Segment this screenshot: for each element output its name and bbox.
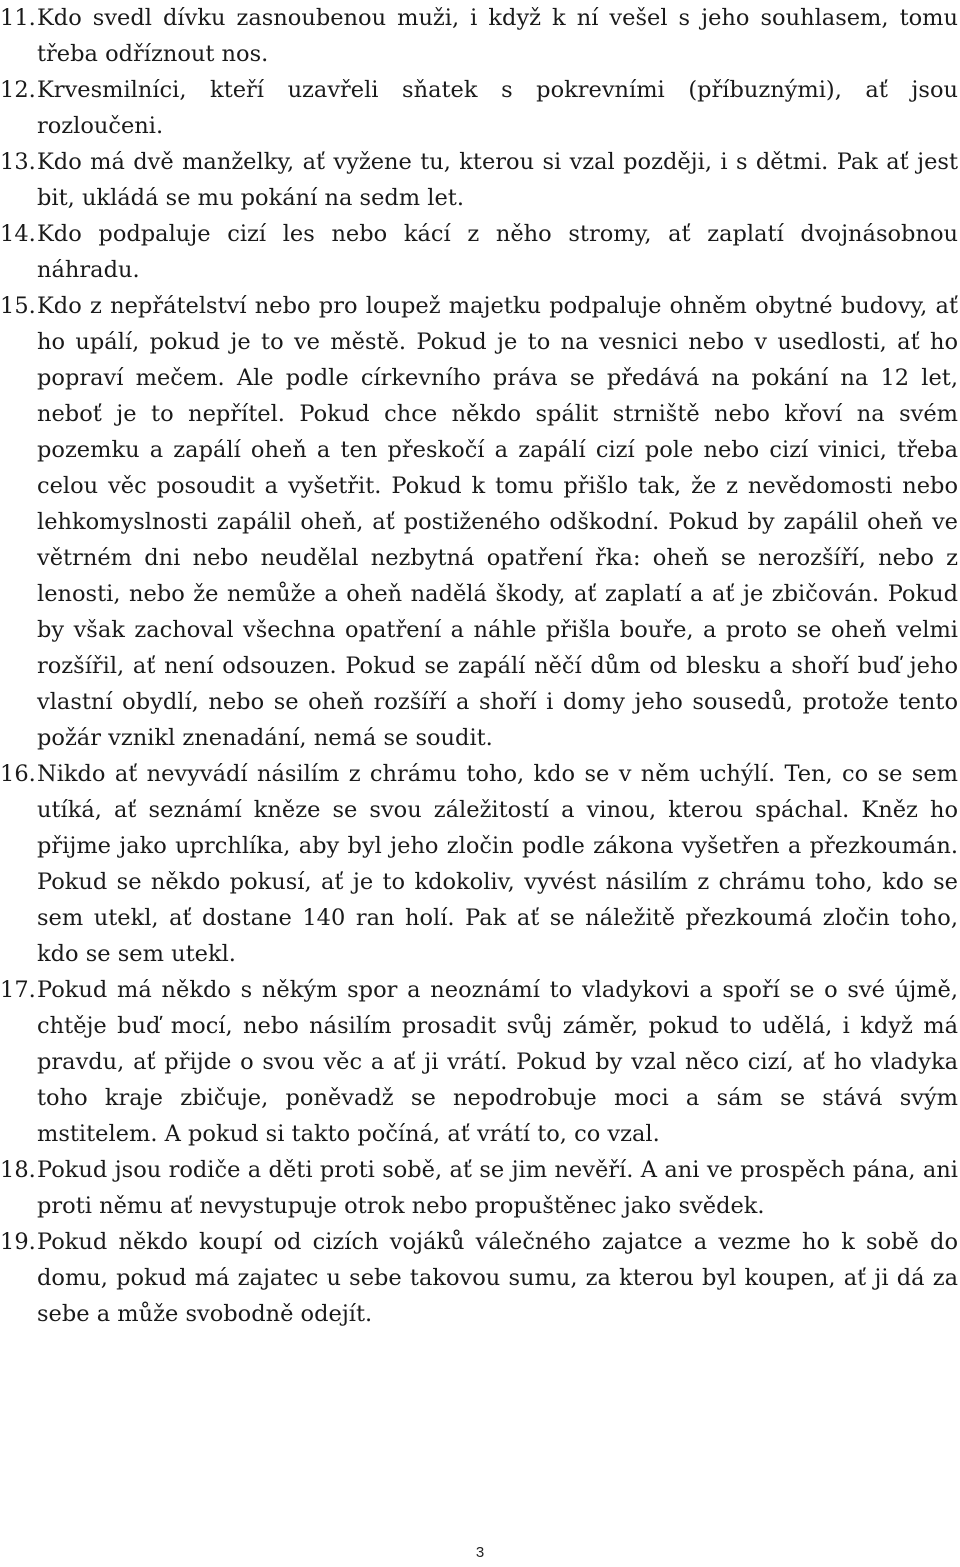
list-item <box>0 216 958 288</box>
item-number: 14. <box>0 221 36 247</box>
item-number: 16. <box>0 761 36 787</box>
page-number: 3 <box>475 1544 485 1561</box>
item-text: Kdo podpaluje cizí les nebo kácí z něho stromy, ať zaplatí dvojnásobnou náhradu. <box>37 221 958 283</box>
item-text: Kdo má dvě manželky, ať vyžene tu, kterou si vzal později, i s dětmi. Pak ať jest bit, ukládá se mu pokání na sedm let. <box>37 149 958 211</box>
item-text: Pokud jsou rodiče a děti proti sobě, ať se jim nevěří. A ani ve prospěch pána, ani proti němu ať nevystupuje otrok nebo propuštěnec jako svědek. <box>37 1157 958 1219</box>
item-text: Nikdo ať nevyvádí násilím z chrámu toho, kdo se v něm uchýlí. Ten, co se sem utíká, ať seznámí kněze se svou záležitostí a vinou, kterou spáchal. Kněz ho přijme jako uprchlíka, aby byl jeho zločin podle zákona vyšetřen a přezkoumán. Pokud se někdo pokusí, ať je to kdokoliv, vyvést násilím z chrámu toho, kdo se sem utekl, ať dostane 140 ran holí. Pak ať se náležitě přezkoumá zločin toho, kdo se sem utekl. <box>37 761 958 967</box>
item-number: 18. <box>0 1157 36 1183</box>
item-text: Krvesmilníci, kteří uzavřeli sňatek s pokrevními (příbuznými), ať jsou rozloučeni. <box>37 77 958 139</box>
item-number: 17. <box>0 977 36 1003</box>
list-item <box>0 972 958 1152</box>
item-number: 13. <box>0 149 36 175</box>
item-number: 12. <box>0 77 36 103</box>
item-text: Pokud někdo koupí od cizích vojáků válečného zajatce a vezme ho k sobě do domu, pokud má zajatec u sebe takovou sumu, za kterou byl koupen, ať ji dá za sebe a může svobodně odejít. <box>37 1229 958 1327</box>
list-item <box>0 756 958 972</box>
list-item <box>0 72 958 144</box>
list-item <box>0 144 958 216</box>
item-number: 15. <box>0 293 36 319</box>
item-number: 19. <box>0 1229 36 1255</box>
list-item <box>0 0 958 72</box>
item-number: 11. <box>0 5 36 31</box>
item-text: Kdo svedl dívku zasnoubenou muži, i když k ní vešel s jeho souhlasem, tomu třeba odříznout nos. <box>37 5 958 67</box>
item-text: Pokud má někdo s někým spor a neoznámí to vladykovi a spoří se o své újmě, chtěje buď mocí, nebo násilím prosadit svůj záměr, pokud to udělá, i když má pravdu, ať přijde o svou věc a ať ji vrátí. Pokud by vzal něco cizí, ať ho vladyka toho kraje zbičuje, poněvadž se nepodrobuje moci a sám se stává svým mstitelem. A pokud si takto počíná, ať vrátí to, co vzal. <box>37 977 958 1147</box>
list-item <box>0 288 958 756</box>
list-item <box>0 1152 958 1224</box>
list-item <box>0 1224 958 1332</box>
item-text: Kdo z nepřátelství nebo pro loupež majetku podpaluje ohněm obytné budovy, ať ho upálí, pokud je to ve městě. Pokud je to na vesnici nebo v usedlosti, ať ho popraví mečem. Ale podle církevního práva se předává na pokání na 12 let, neboť je to nepřítel. Pokud chce někdo spálit strniště nebo křoví na svém pozemku a zapálí oheň a ten přeskočí a zapálí cizí pole nebo cizí vinici, třeba celou věc posoudit a vyšetřit. Pokud k tomu přišlo tak, že z nevědomosti nebo lehkomyslnosti zapálil oheň, ať postiženého odškodní. Pokud by zapálil oheň ve větrném dni nebo neudělal nezbytná opatření řka: oheň se nerozšíří, nebo z lenosti, nebo že nemůže a oheň nadělá škody, ať zaplatí a ať je zbičován. Pokud by však zachoval všechna opatření a náhle přišla bouře, a proto se oheň velmi rozšířil, ať není odsouzen. Pokud se zapálí něčí dům od blesku a shoří buď jeho vlastní obydlí, nebo se oheň rozšíří a shoří i domy jeho sousedů, protože tento požár vznikl znenadání, nemá se soudit. <box>37 293 958 751</box>
